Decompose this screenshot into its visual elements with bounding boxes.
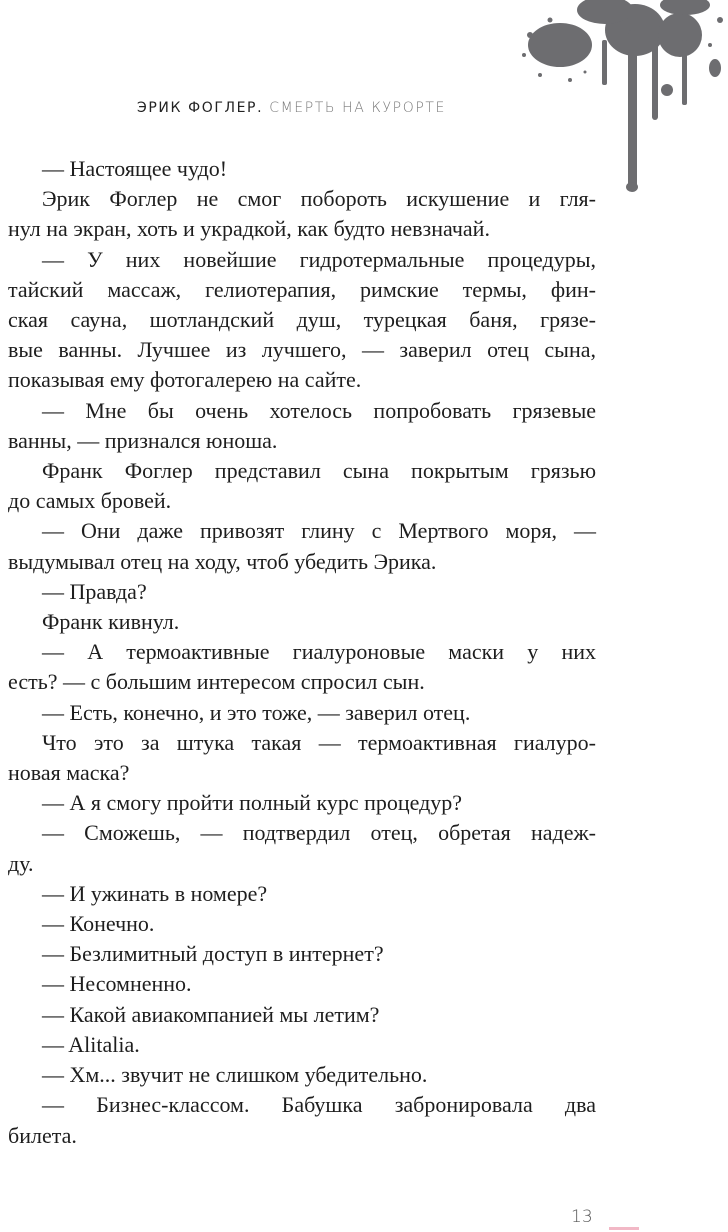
text-line: — Конечно.: [42, 911, 155, 937]
text-line: — У них новейшие гидротермальные процедуры,: [42, 246, 596, 272]
text-line: ванны, — признался юноша.: [8, 427, 278, 453]
text-line: — Какой авиакомпанией мы летим?: [42, 1001, 380, 1027]
text-line: — А я смогу пройти полный курс процедур?: [42, 790, 463, 816]
text-line: — Безлимитный доступ в интернет?: [42, 941, 384, 967]
text-line: — Мне бы очень хотелось попробовать грязевые: [42, 397, 596, 423]
text-line: тайский массаж, гелиотерапия, римские термы, фин-: [8, 276, 596, 302]
text-line: до самых бровей.: [8, 488, 172, 514]
text-line: Франк Фоглер представил сына покрытым грязью: [42, 458, 596, 484]
text-line: Что это за штука такая — термоактивная гиалуро-: [42, 729, 596, 755]
text-line: — Сможешь, — подтвердил отец, обретая надеж-: [42, 820, 596, 846]
text-line: — Бизнес-классом. Бабушка забронировала два: [42, 1092, 596, 1118]
page-accent-mark: [609, 1227, 639, 1230]
text-line: Франк кивнул.: [42, 609, 180, 635]
running-head-title: СМЕРТЬ НА КУРОРТЕ: [269, 100, 446, 116]
text-line: — Несомненно.: [42, 971, 192, 997]
running-head: [137, 100, 446, 116]
text-line: билета.: [8, 1122, 77, 1148]
page-number: 13: [571, 1207, 593, 1227]
running-head-author: ЭРИК ФОГЛЕР.: [137, 100, 264, 116]
text-line: ду.: [8, 850, 34, 876]
text-line: — И ужинать в номере?: [42, 880, 268, 906]
text-line: — Настоящее чудо!: [42, 156, 228, 181]
text-line: выдумывал отец на ходу, чтоб убедить Эрика.: [8, 548, 437, 574]
text-line: — А термоактивные гиалуроновые маски у них: [42, 639, 596, 665]
text-line: — Они даже привозят глину с Мертвого моря, —: [42, 518, 596, 544]
text-line: вые ванны. Лучшее из лучшего, — заверил отец сына,: [8, 337, 596, 363]
text-line: — Есть, конечно, и это тоже, — заверил отец.: [42, 699, 471, 725]
body-text: [8, 154, 596, 1151]
text-line: новая маска?: [8, 760, 130, 786]
text-line: нул на экран, хоть и украдкой, как будто невзначай.: [8, 216, 490, 242]
text-line: — Правда?: [42, 578, 147, 604]
text-line: — Alitalia.: [42, 1031, 140, 1057]
text-line: показывая ему фотогалерею на сайте.: [8, 367, 362, 393]
text-line: — Хм... звучит не слишком убедительно.: [42, 1062, 428, 1088]
text-line: ская сауна, шотландский душ, турецкая баня, грязе-: [8, 307, 596, 333]
text-line: Эрик Фоглер не смог побороть искушение и гля-: [42, 186, 596, 212]
text-line: есть? — с большим интересом спросил сын.: [8, 669, 425, 695]
